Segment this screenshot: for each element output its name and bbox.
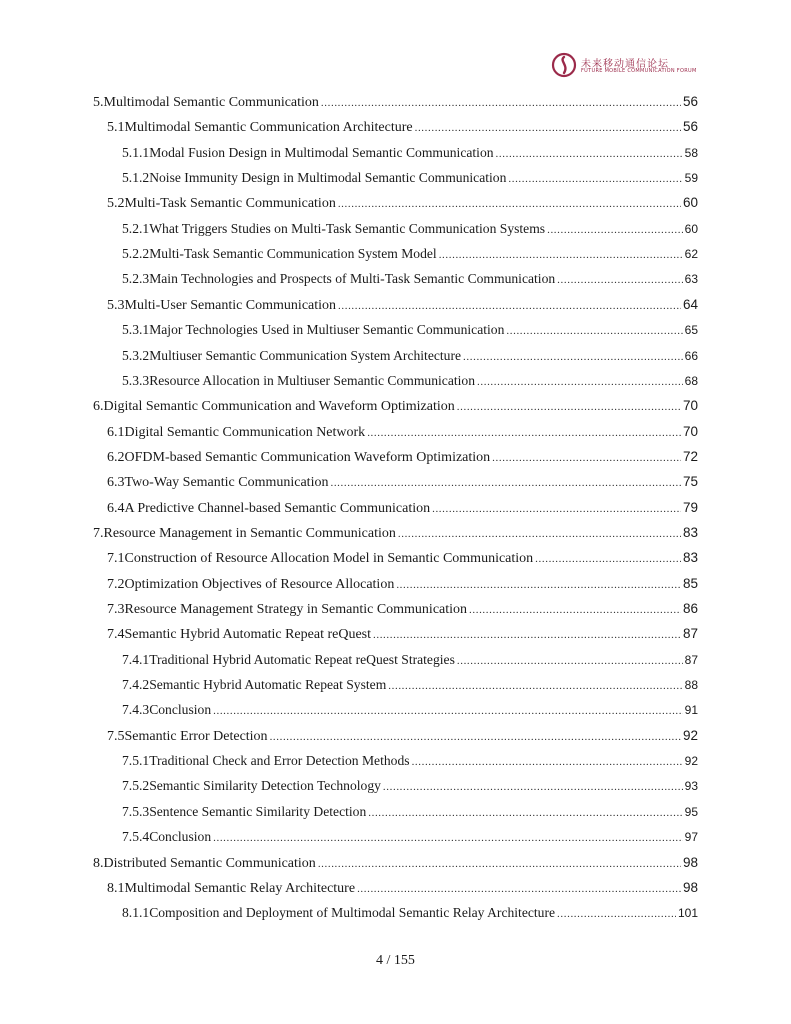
- toc-entry-title: 8.Distributed Semantic Communication: [93, 856, 316, 871]
- toc-entry[interactable]: [122, 903, 698, 923]
- toc-entry-page: 91: [684, 703, 698, 717]
- toc-leader-dots: [213, 828, 683, 848]
- toc-entry[interactable]: [122, 219, 698, 239]
- forum-emblem-icon: [551, 52, 577, 78]
- toc-entry[interactable]: [93, 523, 698, 543]
- toc-entry-page: 93: [684, 779, 698, 793]
- toc-leader-dots: [321, 93, 681, 113]
- toc-leader-dots: [383, 777, 683, 797]
- toc-entry-title: 7.3Resource Management Strategy in Semantic Communication: [107, 602, 468, 617]
- toc-entry-title: 7.5.2Semantic Similarity Detection Technology: [122, 778, 381, 793]
- toc-leader-dots: [213, 701, 683, 721]
- toc-entry[interactable]: [122, 143, 698, 163]
- toc-entry-page: 64: [682, 297, 698, 312]
- toc-entry-page: 70: [682, 398, 698, 413]
- toc-entry-title: 5.1.2Noise Immunity Design in Multimodal Semantic Communication: [122, 170, 507, 185]
- toc-entry-page: 60: [684, 222, 698, 236]
- toc-leader-dots: [396, 575, 681, 595]
- toc-entry-title: 8.1.1Composition and Deployment of Multimodal Semantic Relay Architecture: [122, 905, 556, 920]
- toc-entry-title: 5.2.1What Triggers Studies on Multi-Task Semantic Communication Systems: [122, 221, 546, 236]
- toc-entry-page: 63: [684, 272, 698, 286]
- toc-entry-page: 87: [682, 626, 698, 641]
- toc-entry-title: 7.5.1Traditional Check and Error Detection Methods: [122, 753, 410, 768]
- toc-leader-dots: [492, 448, 681, 468]
- toc-leader-dots: [318, 854, 681, 874]
- toc-leader-dots: [457, 397, 681, 417]
- toc-entry[interactable]: [107, 878, 698, 898]
- toc-leader-dots: [373, 625, 681, 645]
- toc-entry-title: 5.3.1Major Technologies Used in Multiuser Semantic Communication: [122, 322, 505, 337]
- toc-leader-dots: [547, 220, 683, 240]
- toc-entry-page: 62: [684, 247, 698, 261]
- toc-leader-dots: [439, 245, 683, 265]
- toc-entry[interactable]: [107, 624, 698, 644]
- toc-entry-title: 7.4.2Semantic Hybrid Automatic Repeat System: [122, 677, 387, 692]
- toc-entry-title: 7.4.1Traditional Hybrid Automatic Repeat reQuest Strategies: [122, 652, 455, 667]
- toc-entry-title: 5.2Multi-Task Semantic Communication: [107, 196, 336, 211]
- toc-entry-page: 60: [682, 195, 698, 210]
- toc-entry[interactable]: [122, 802, 698, 822]
- toc-leader-dots: [412, 752, 683, 772]
- toc-leader-dots: [535, 549, 681, 569]
- page-number: 4 / 155: [376, 953, 415, 968]
- logo-chinese-text: 未来移动通信论坛: [581, 59, 669, 70]
- toc-entry-page: 79: [682, 500, 698, 515]
- toc-entry[interactable]: [107, 574, 698, 594]
- toc-entry-title: 5.3Multi-User Semantic Communication: [107, 298, 337, 313]
- toc-entry-page: 83: [682, 525, 698, 540]
- toc-leader-dots: [415, 118, 681, 138]
- toc-leader-dots: [357, 879, 681, 899]
- toc-entry[interactable]: [93, 853, 698, 873]
- toc-entry-title: 7.5Semantic Error Detection: [107, 729, 268, 744]
- toc-entry-title: 6.Digital Semantic Communication and Waveform Optimization: [93, 399, 455, 414]
- toc-entry[interactable]: [107, 447, 698, 467]
- toc-leader-dots: [330, 473, 681, 493]
- toc-leader-dots: [338, 194, 681, 214]
- toc-entry[interactable]: [122, 346, 698, 366]
- toc-entry-page: 95: [684, 805, 698, 819]
- toc-entry[interactable]: [122, 751, 698, 771]
- toc-leader-dots: [432, 499, 681, 519]
- toc-leader-dots: [463, 347, 683, 367]
- toc-entry-page: 59: [684, 171, 698, 185]
- toc-leader-dots: [368, 803, 682, 823]
- toc-entry-title: 7.5.3Sentence Semantic Similarity Detection: [122, 804, 367, 819]
- toc-entry[interactable]: [122, 244, 698, 264]
- toc-entry[interactable]: [122, 269, 698, 289]
- toc-entry-title: 5.2.2Multi-Task Semantic Communication System Model: [122, 246, 437, 261]
- toc-entry[interactable]: [107, 599, 698, 619]
- toc-entry-title: 7.5.4Conclusion: [122, 829, 212, 844]
- toc-entry-title: 7.2Optimization Objectives of Resource Allocation: [107, 577, 395, 592]
- toc-entry-page: 70: [682, 424, 698, 439]
- toc-entry-page: 97: [684, 830, 698, 844]
- toc-entry-title: 8.1Multimodal Semantic Relay Architecture: [107, 881, 356, 896]
- toc-entry[interactable]: [107, 548, 698, 568]
- toc-leader-dots: [338, 296, 681, 316]
- toc-entry[interactable]: [122, 700, 698, 720]
- toc-entry-page: 85: [682, 576, 698, 591]
- toc-entry-title: 5.1Multimodal Semantic Communication Architecture: [107, 120, 413, 135]
- toc-entry[interactable]: [122, 675, 698, 695]
- toc-leader-dots: [557, 270, 682, 290]
- toc-leader-dots: [557, 904, 676, 924]
- toc-entry[interactable]: [107, 193, 698, 213]
- forum-logo: [551, 52, 697, 78]
- toc-entry-page: 72: [682, 449, 698, 464]
- toc-entry-page: 101: [677, 906, 698, 920]
- toc-leader-dots: [367, 423, 681, 443]
- toc-entry-page: 65: [684, 323, 698, 337]
- toc-entry-page: 56: [682, 94, 698, 109]
- toc-entry-title: 7.4.3Conclusion: [122, 702, 212, 717]
- toc-entry[interactable]: [107, 422, 698, 442]
- toc-entry-title: 6.2OFDM-based Semantic Communication Waveform Optimization: [107, 450, 491, 465]
- toc-entry-page: 56: [682, 119, 698, 134]
- toc-entry[interactable]: [122, 776, 698, 796]
- toc-entry-page: 66: [684, 349, 698, 363]
- toc-entry[interactable]: [122, 371, 698, 391]
- toc-entry-title: 6.4A Predictive Channel-based Semantic Communication: [107, 501, 431, 516]
- toc-entry[interactable]: [122, 168, 698, 188]
- toc-entry-page: 98: [682, 855, 698, 870]
- toc-entry-page: 86: [682, 601, 698, 616]
- toc-entry[interactable]: [122, 827, 698, 847]
- toc-entry[interactable]: [107, 472, 698, 492]
- toc-leader-dots: [398, 524, 681, 544]
- logo-english-text: FUTURE MOBILE COMMUNICATION FORUM: [581, 68, 697, 74]
- toc-entry-title: 5.3.3Resource Allocation in Multiuser Semantic Communication: [122, 373, 476, 388]
- toc-entry-page: 68: [684, 374, 698, 388]
- toc-entry-page: 92: [684, 754, 698, 768]
- toc-leader-dots: [477, 372, 683, 392]
- toc-entry-title: 7.Resource Management in Semantic Communication: [93, 526, 396, 541]
- toc-leader-dots: [496, 144, 683, 164]
- toc-entry-page: 92: [682, 728, 698, 743]
- toc-entry[interactable]: [107, 726, 698, 746]
- toc-entry-title: 5.1.1Modal Fusion Design in Multimodal Semantic Communication: [122, 145, 494, 160]
- toc-entry[interactable]: [93, 396, 698, 416]
- toc-leader-dots: [469, 600, 681, 620]
- toc-entry-title: 6.1Digital Semantic Communication Network: [107, 425, 366, 440]
- toc-entry-page: 88: [684, 678, 698, 692]
- toc-entry-title: 7.1Construction of Resource Allocation Model in Semantic Communication: [107, 551, 534, 566]
- toc-entry-page: 83: [682, 550, 698, 565]
- toc-entry[interactable]: [107, 295, 698, 315]
- toc-entry[interactable]: [107, 498, 698, 518]
- toc-entry[interactable]: [107, 117, 698, 137]
- toc-entry-page: 75: [682, 474, 698, 489]
- toc-entry-title: 5.2.3Main Technologies and Prospects of Multi-Task Semantic Communication: [122, 271, 556, 286]
- toc-leader-dots: [388, 676, 682, 696]
- toc-entry-page: 98: [682, 880, 698, 895]
- toc-entry[interactable]: [122, 320, 698, 340]
- toc-entry[interactable]: [122, 650, 698, 670]
- toc-entry-page: 58: [684, 146, 698, 160]
- toc-leader-dots: [508, 169, 682, 189]
- toc-entry[interactable]: [93, 92, 698, 112]
- toc-entry-title: 7.4Semantic Hybrid Automatic Repeat reQuest: [107, 627, 371, 642]
- toc-entry-title: 6.3Two-Way Semantic Communication: [107, 475, 329, 490]
- toc-leader-dots: [457, 651, 683, 671]
- toc-entry-title: 5.Multimodal Semantic Communication: [93, 95, 319, 110]
- toc-entry-page: 87: [684, 653, 698, 667]
- toc-entry-title: 5.3.2Multiuser Semantic Communication System Architecture: [122, 348, 462, 363]
- toc-leader-dots: [506, 321, 682, 341]
- toc-leader-dots: [270, 727, 681, 747]
